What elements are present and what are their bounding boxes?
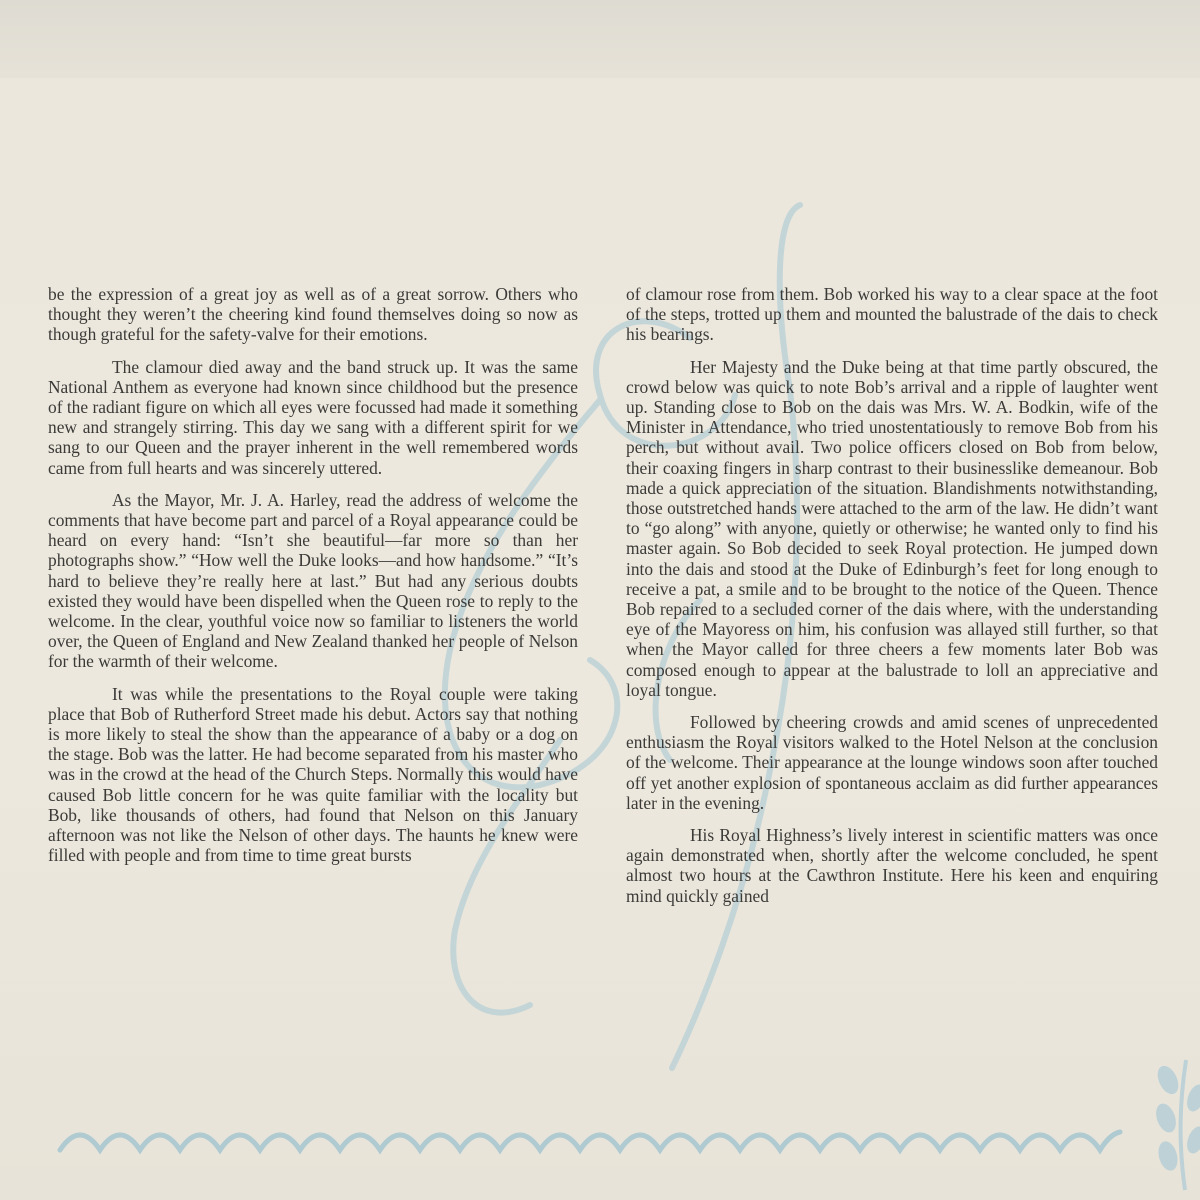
laurel-sprig [1152,1060,1200,1190]
paragraph: As the Mayor, Mr. J. A. Harley, read the address of welcome the comments that have become part and parcel of a Royal appearance could be heard on every hand: “Isn’t she beautiful—far more so than her photographs show.” “How well the Duke looks—and how handsome.” “It’s hard to believe they’re really here at last.” But had any serious doubts existed they would have been dispelled when the Queen rose to reply to the welcome. In the clear, youthful voice now so familiar to listeners the world over, the Queen of England and New Zealand thanked her people of Nelson for the warmth of their welcome. [48,489,578,672]
paragraph: The clamour died away and the band struck up. It was the same National Anthem as everyone had known since childhood but the presence of the radiant figure on which all eyes were focussed had made it something new and strangely stirring. This day we sang with a different spirit for we sang to our Queen and the prayer inherent in the well remembered words came from full hearts and was sincerely uttered. [48,356,578,478]
wave-border [60,1132,1120,1150]
paragraph: be the expression of a great joy as well as of a great sorrow. Others who thought they weren’t the cheering kind found themselves doing so now as though grateful for the safety-valve for their emotions. [48,284,578,345]
paragraph: His Royal Highness’s lively interest in scientific matters was once again demonstrated when, shortly after the welcome concluded, he spent almost two hours at the Cawthron Institute. Here his keen and enquiring mind quickly gained [626,825,1158,906]
paragraph: It was while the presentations to the Royal couple were taking place that Bob of Rutherford Street made his debut. Actors say that nothing is more likely to steal the show than the appearance of a baby or a dog on the stage. Bob was the latter. He had become separated from his master who was in the crowd at the head of the Church Steps. Normally this would have caused Bob little concern for he was quite familiar with the locality but Bob, like thousands of others, had found that Nelson on this January afternoon was not like the Nelson of other days. The haunts he knew were filled with people and from time to time great bursts [48,683,578,866]
paragraph: Followed by cheering crowds and amid scenes of unprecedented enthusiasm the Royal visitors walked to the Hotel Nelson at the conclusion of the welcome. Their appearance at the lounge windows soon after touched off yet another explosion of spontaneous acclaim as did further appearances later in the evening. [626,712,1158,813]
paragraph: of clamour rose from them. Bob worked his way to a clear space at the foot of the steps, trotted up them and mounted the balustrade of the dais to check his bearings. [626,284,1158,345]
paragraph: Her Majesty and the Duke being at that time partly obscured, the crowd below was quick to note Bob’s arrival and a ripple of laughter went up. Standing close to Bob on the dais was Mrs. W. A. Bodkin, wife of the Minister in Attendance, who tried unostentatiously to remove Bob from his perch, but without avail. Two police officers closed on Bob from below, their coaxing fingers in sharp contrast to their businesslike demeanour. Bob made a quick appreciation of the situation. Blandishments notwithstanding, those outstretched hands were attached to the arm of the law. He didn’t want to “go along” with anyone, quietly or otherwise; he wanted only to find his master again. So Bob decided to seek Royal protection. He jumped down into the dais and stood at the Duke of Edinburgh’s feet for long enough to receive a pat, a smile and to be brought to the notice of the Queen. Thence Bob repaired to a secluded corner of the dais where, with the understanding eye of the Mayoress on him, his confusion was allayed still further, so that when the Mayor called for three cheers a few moments later Bob was composed enough to appear at the balustrade to loll an appreciative and loyal tongue. [626,356,1158,700]
left-text-column [48,284,578,877]
right-text-column [626,284,1158,918]
